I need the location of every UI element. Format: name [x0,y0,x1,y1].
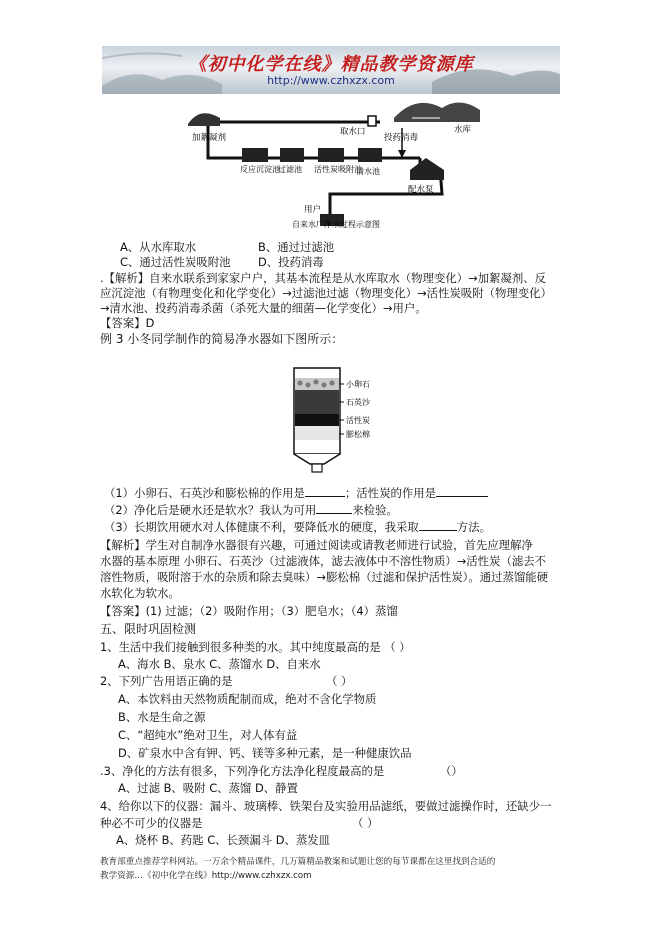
q2-option-b: B、通过过滤池 [258,240,335,254]
example3-title: 例 3 小冬同学制作的简易净水器如下图所示： [100,332,344,346]
s5-q2-option-b: B、水是生命之源 [118,710,206,724]
filter-tank [280,148,304,162]
label-clear: 清水池 [356,167,380,176]
example3-analysis-line: 水软化为软水。 [100,586,180,600]
s5-q1: 1、生活中我们接触到很多种类的水。其中纯度最高的是 （ ） [100,640,411,654]
q1-blank-1[interactable] [305,485,345,497]
label-filter: 过滤池 [278,165,302,174]
layer-carbon [295,414,339,426]
intake-box [368,116,376,126]
banner-title: 《初中化学在线》精品教学资源库 [188,54,474,75]
water-treatment-diagram [180,96,520,230]
label-reaction: 反应沉淀池 [240,165,280,174]
example3-analysis-line: 溶性物质，吸附溶于水的杂质和除去臭味）→膨松棉（过滤和保护活性炭）。通过蒸馏能硬 [100,570,549,584]
q2-blank[interactable] [316,502,352,514]
q2-option-c: C、通过活性炭吸附池 [120,255,231,269]
carbon-tank [318,148,344,162]
coagulant-tank [188,113,220,126]
clear-tank [358,148,382,162]
s5-q3: .3、净化的方法有很多，下列净化方法净化程度最高的是 [100,764,385,778]
s5-q4-paren: （ ） [352,816,379,830]
q2-option-d: D、投药消毒 [258,255,324,269]
label-disinfect: 投药消毒 [384,133,419,143]
filter-outlet [312,464,322,472]
label-pebbles: 小卵石 [346,380,370,389]
reservoir-mountain [394,102,480,122]
q1-blank-2[interactable] [436,485,488,497]
layer-cotton [295,426,339,440]
label-pump: 配水泵 [408,185,434,195]
pump-house [410,158,444,180]
example3-q1: （1）小卵石、石英沙和膨松棉的作用是 ；活性炭的作用是 [104,485,488,501]
q2-analysis-line: →清水池、投药消毒杀菌（杀死大量的细菌—化学变化）→用户。 [100,301,427,315]
water-filter-diagram [288,364,378,476]
q3-blank[interactable] [419,519,457,531]
s5-q3-options: A、过滤 B、吸附 C、蒸馏 D、静置 [118,781,298,795]
s5-q2: 2、下列广告用语正确的是 [100,674,233,688]
s5-q4-line2: 种必不可少的仪器是 [100,816,203,830]
label-carbon: 活性炭 [346,416,370,425]
label-reservoir: 水库 [454,125,472,135]
header-banner [102,46,560,94]
s5-q2-paren: （ ） [326,674,353,688]
section5-heading: 五、限时巩固检测 [100,622,197,636]
s5-q2-option-c: C、“超纯水”绝对卫生，对人体有益 [118,728,298,742]
s5-q3-paren: （） [440,764,463,778]
q2-answer: 【答案】D [100,316,155,330]
q2-analysis-line: .【解析】自来水联系到家家户户，其基本流程是从水库取水（物理变化）→加絮凝剂、反 [100,271,547,285]
footer-line-2[interactable]: 教学资源…《初中化学在线》http://www.czhxzx.com [100,871,312,881]
label-carbon: 活性炭吸附池 [314,165,362,174]
example3-q3: （3）长期饮用硬水对人体健康不利，要降低水的硬度，我采取 方法。 [104,520,491,534]
layer-sand [295,390,339,414]
s5-q4-line1: 4、给你以下的仪器：漏斗、玻璃棒、铁架台及实验用品滤纸，要做过滤操作时，还缺少一 [100,799,552,813]
diagram-caption: 自来水厂净水过程示意图 [292,220,380,229]
s5-q2-option-a: A、本饮料由天然物质配制而成，绝对不含化学物质 [118,692,377,706]
label-user: 用户 [304,205,322,215]
s5-q1-options: A、海水 B、泉水 C、蒸馏水 D、自来水 [118,657,321,671]
example3-analysis-line: 【解析】学生对自制净水器很有兴趣，可通过阅读或请教老师进行试验，首先应理解净 [100,538,533,552]
reaction-tank [242,148,268,162]
label-coagulant: 加絮凝剂 [192,133,227,143]
s5-q4-options: A、烧杯 B、药匙 C、长颈漏斗 D、蒸发皿 [116,833,331,847]
q2-option-a: A、从水库取水 [120,240,197,254]
footer-line-1: 教育部重点推荐学科网站。一万余个精品课件，几万篇精品教案和试题让您的每节课都在这里找到合适的 [100,857,496,867]
s5-q2-option-d: D、矿泉水中含有钾、钙、镁等多种元素，是一种健康饮品 [118,746,412,760]
label-sand: 石英沙 [346,398,370,407]
label-cotton: 膨松棉 [346,430,370,439]
banner-url[interactable]: http://www.czhxzx.com [267,74,395,87]
q2-analysis-line: 应沉淀池（有物理变化和化学变化）→过滤池过滤（物理变化）→活性炭吸附（物理变化） [100,286,552,300]
label-intake: 取水口 [340,127,366,137]
example3-answer: 【答案】(1) 过滤；（2）吸附作用；（3）肥皂水；（4）蒸馏 [100,604,398,618]
example3-analysis-line: 水器的基本原理 小卵石、石英沙（过滤液体，滤去液体中不溶性物质）→活性炭（滤去不 [100,554,547,568]
example3-q2: （2）净化后是硬水还是软水？我认为可用 来检验。 [104,503,398,517]
